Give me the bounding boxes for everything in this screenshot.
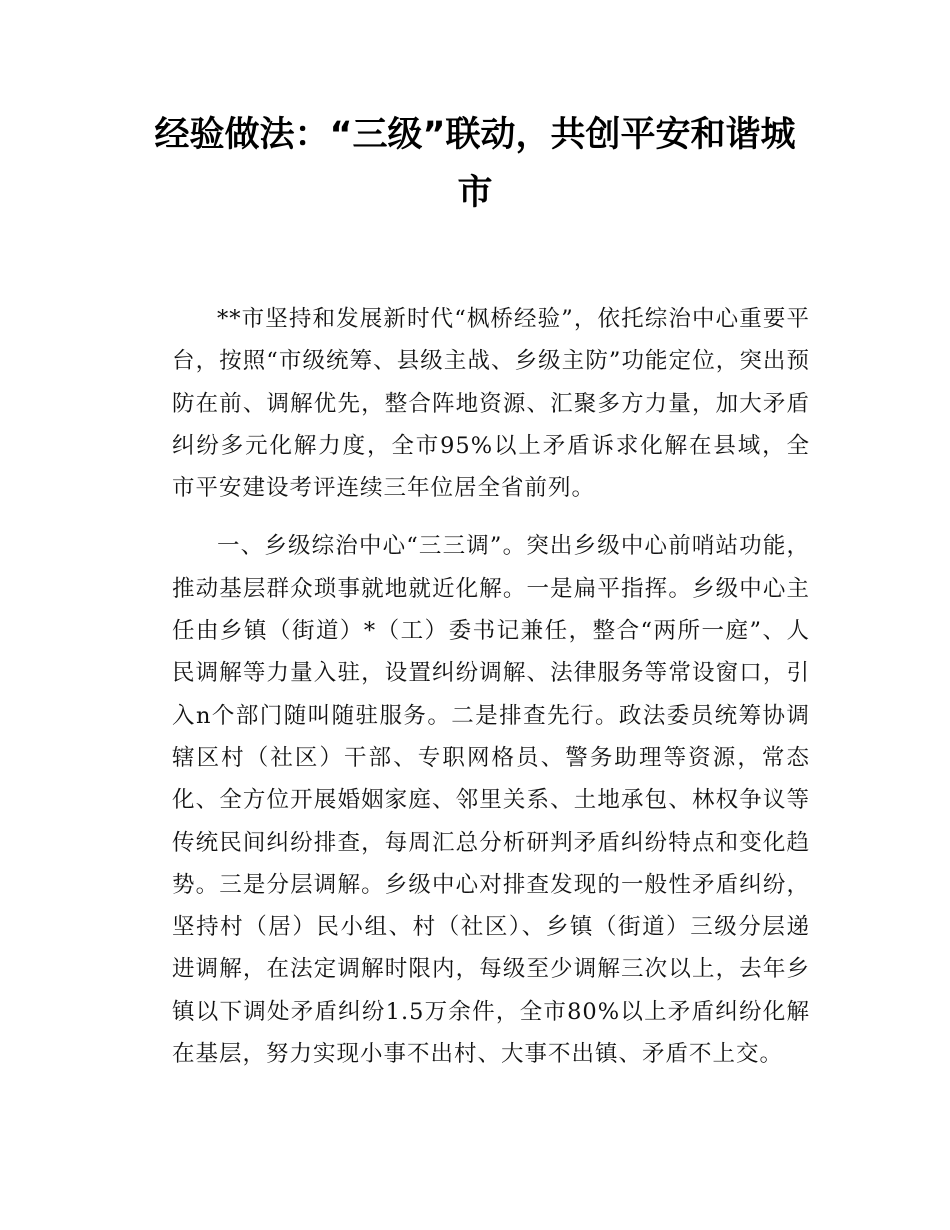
document-body [172,298,810,1091]
section-one-paragraph: 一、乡级综治中心“三三调”。突出乡级中心前哨站功能，推动基层群众琐事就地就近化解。一是扁平指挥。乡级中心主任由乡镇（街道）*（工）委书记兼任，整合“两所一庭”、人民调解等力量入驻，设置纠纷调解、法律服务等常设窗口，引入n个部门随叫随驻服务。二是排查先行。政法委员统筹协调辖区村（社区）干部、专职网格员、警务助理等资源，常态化、全方位开展婚姻家庭、邻里关系、土地承包、林权争议等传统民间纠纷排查，每周汇总分析研判矛盾纠纷特点和变化趋势。三是分层调解。乡级中心对排查发现的一般性矛盾纠纷，坚持村（居）民小组、村（社区）、乡镇（街道）三级分层递进调解，在法定调解时限内，每级至少调解三次以上，去年乡镇以下调处矛盾纠纷1.5万余件，全市80%以上矛盾纠纷化解在基层，努力实现小事不出村、大事不出镇、矛盾不上交。 [172,533,810,1068]
document-title: 经验做法：“三级”联动，共创平安和谐城市 [154,115,796,213]
intro-paragraph: **市坚持和发展新时代“枫桥经验”，依托综治中心重要平台，按照“市级统筹、县级主战、乡级主防”功能定位，突出预防在前、调解优先，整合阵地资源、汇聚多方力量，加大矛盾纠纷多元化解力度，全市95%以上矛盾诉求化解在县域，全市平安建设考评连续三年位居全省前列。 [172,306,810,502]
